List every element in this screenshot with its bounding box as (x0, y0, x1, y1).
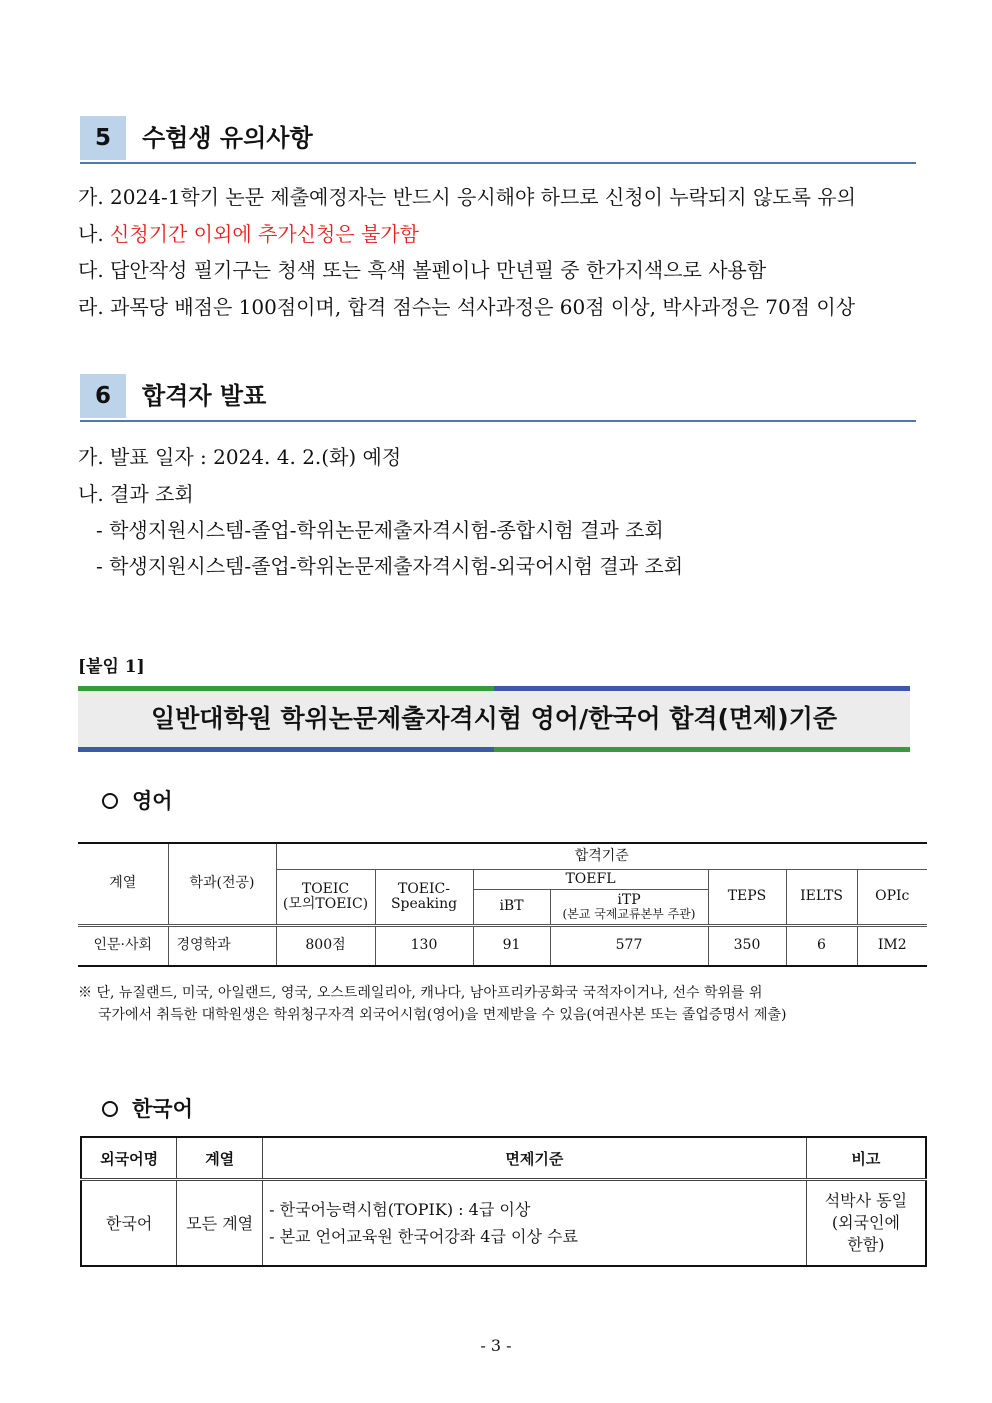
item-text: 발표 일자 : 2024. 4. 2.(화) 예정 (110, 445, 402, 469)
header-field: 계열 (177, 1137, 263, 1180)
item-prefix: 나. (78, 222, 104, 246)
cell-ibt: 91 (473, 925, 550, 966)
section-5-header (80, 116, 916, 164)
cell-opic: IM2 (857, 925, 927, 966)
section-title: 합격자 발표 (142, 382, 267, 410)
cell-ielts: 6 (786, 925, 857, 966)
list-item (78, 291, 855, 320)
cell-itp: 577 (550, 925, 708, 966)
heading-text: 영어 (132, 788, 173, 813)
cell-toeic: 800점 (276, 925, 375, 966)
cell-toeic-speaking: 130 (375, 925, 473, 966)
header-remark: 비고 (806, 1137, 926, 1180)
heading-text: 한국어 (132, 1096, 193, 1121)
cell-field: 인문·사회 (78, 925, 168, 966)
item-prefix: 라. (78, 295, 104, 319)
item-text: 답안작성 필기구는 청색 또는 흑색 볼펜이나 만년필 중 한가지색으로 사용함 (110, 258, 767, 282)
english-note (78, 982, 786, 1026)
cell-language: 한국어 (81, 1180, 177, 1266)
note-line-1: ※ 단, 뉴질랜드, 미국, 아일랜드, 영국, 오스트레일리아, 캐나다, 남아프리카공화국 국적자이거나, 선수 학위를 위 (78, 985, 763, 1001)
item-text: 2024-1학기 논문 제출예정자는 반드시 응시해야 하므로 신청이 누락되지 않도록 유의 (110, 185, 856, 209)
section-6-header (80, 374, 916, 422)
section-number: 6 (80, 374, 126, 418)
item-prefix: 가. (78, 445, 104, 469)
criteria-line-1: - 한국어능력시험(TOPIK) : 4급 이상 (269, 1199, 531, 1219)
note-line-2: 국가에서 취득한 대학원생은 학위청구자격 외국어시험(영어)을 면제받을 수 있음(여권사본 또는 졸업증명서 제출) (98, 1007, 787, 1023)
header-itp-line1: iTP (617, 891, 641, 908)
section-number: 5 (80, 116, 126, 160)
header-field: 계열 (78, 843, 168, 925)
cell-field: 모든 계열 (177, 1180, 263, 1266)
header-ibt: iBT (473, 889, 550, 925)
header-criteria: 합격기준 (276, 843, 927, 869)
header-toeic-speaking-line1: TOEIC- (397, 880, 450, 897)
cell-criteria (263, 1180, 807, 1266)
header-teps: TEPS (708, 869, 786, 925)
header-itp (550, 889, 708, 925)
attachment-banner (78, 686, 910, 752)
table-row (81, 1180, 926, 1266)
list-item (78, 441, 401, 470)
header-ielts: IELTS (786, 869, 857, 925)
item-prefix: 다. (78, 258, 104, 282)
banner-bottom-green (494, 747, 910, 752)
header-toefl: TOEFL (473, 869, 708, 889)
korean-heading (102, 1093, 193, 1123)
page-number: - 3 - (480, 1336, 512, 1355)
remark-line-1: 석박사 동일 (824, 1190, 908, 1210)
item-text-highlight: 신청기간 이외에 추가신청은 불가함 (110, 222, 419, 246)
remark-line-2: (외국인에 (831, 1212, 900, 1232)
header-opic: OPIc (857, 869, 927, 925)
sub-item: - 학생지원시스템-졸업-학위논문제출자격시험-외국어시험 결과 조회 (96, 554, 684, 578)
header-toeic-line1: TOEIC (301, 880, 350, 897)
cell-remark (806, 1180, 926, 1266)
header-toeic (276, 869, 375, 925)
list-item (78, 218, 419, 247)
banner-bottom-blue (78, 747, 494, 752)
item-prefix: 가. (78, 185, 104, 209)
section-title: 수험생 유의사항 (142, 124, 313, 152)
attachment-label: [붙임 1] (78, 657, 145, 677)
list-item (78, 254, 766, 283)
header-toeic-line2: (모의TOEIC) (282, 895, 369, 912)
circle-bullet-icon (102, 793, 118, 809)
list-item (78, 478, 194, 507)
criteria-line-2: - 본교 언어교육원 한국어강좌 4급 이상 수료 (269, 1226, 578, 1246)
table-row (78, 925, 927, 966)
cell-dept: 경영학과 (168, 925, 276, 966)
banner-title: 일반대학원 학위논문제출자격시험 영어/한국어 합격(면제)기준 (151, 704, 837, 733)
table-header-row (81, 1137, 926, 1180)
circle-bullet-icon (102, 1101, 118, 1117)
header-toeic-speaking-line2: Speaking (390, 895, 458, 912)
sub-item: - 학생지원시스템-졸업-학위논문제출자격시험-종합시험 결과 조회 (96, 518, 664, 542)
list-item (78, 181, 856, 210)
item-prefix: 나. (78, 482, 104, 506)
header-toeic-speaking (375, 869, 473, 925)
item-text: 결과 조회 (110, 482, 194, 506)
item-text: 과목당 배점은 100점이며, 합격 점수는 석사과정은 60점 이상, 박사과정은 70점 이상 (110, 295, 856, 319)
header-criteria: 면제기준 (263, 1137, 807, 1180)
cell-teps: 350 (708, 925, 786, 966)
header-itp-line2: (본교 국제교류본부 주관) (562, 906, 696, 921)
remark-line-3: 한함) (847, 1234, 885, 1254)
header-dept: 학과(전공) (168, 843, 276, 925)
english-heading (102, 785, 173, 815)
korean-criteria-table (80, 1136, 927, 1267)
english-criteria-table (78, 842, 927, 967)
header-language: 외국어명 (81, 1137, 177, 1180)
